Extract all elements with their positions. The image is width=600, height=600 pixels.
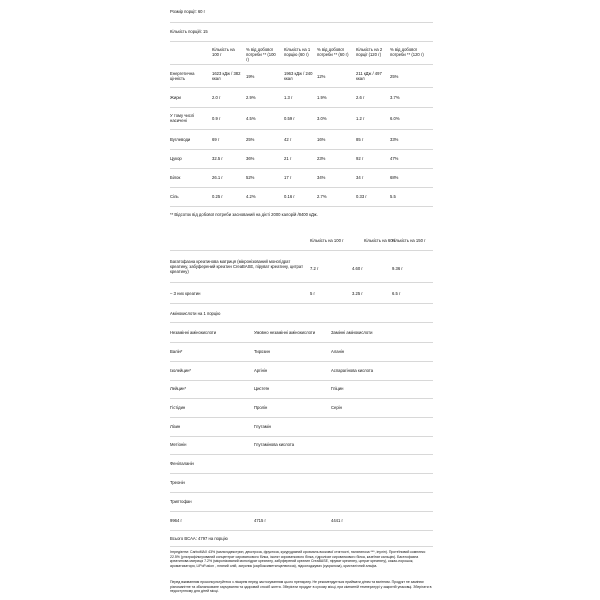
amino-total: 9964 г (170, 518, 183, 523)
amino-cell: Метіонін (170, 442, 187, 447)
nutrition-cell: 34% (317, 175, 326, 180)
nutrition-cell: 25% (390, 74, 399, 79)
nutrition-cell: 2.0 г (212, 95, 221, 100)
divider (170, 380, 433, 381)
nutrition-cell: 0.33 г (356, 194, 367, 199)
nutrition-cell: 4.5% (246, 116, 256, 121)
ingredients-text: Інгредієнти: CarboMAX 43% (мальтодекстрин, декстроза, фруктоза, кукурудзяний крохмаль воскової стиглості, палатиноза ***, інулін). Протеїновий комплекс 22.5% (ультрафільтрований концентрат сироваткового білка, ізолят сироваткового білка, гідролізат сироваткового білка, казеїнат кальцію). Багатофазна креатинова матриця 7.2% (мікронізований моногідрат креатину, забуферений креатин CreaBASE, піруват креатину, цитрат креатину), какао-порошок, ароматизатори, LiPoFusion , лляний олій, загусник (карбоксиметилцелюлоза), підсолоджувач (сукралоза), кристалічний альфа. (170, 550, 426, 568)
amino-total: 4715 г (254, 518, 267, 523)
nutrition-cell: 47% (390, 156, 399, 161)
amino-cell: Гістідин (170, 405, 186, 410)
nutrition-cell: 26.1 г (212, 175, 223, 180)
bcaa-total: Всього BCAA: 4797 на порцію (170, 536, 228, 541)
nutrition-cell: 0.25 г (212, 194, 223, 199)
divider (170, 473, 433, 474)
nutrition-cell: 21 г (284, 156, 292, 161)
nutrition-header-4: % від добової потреби ** (60 г) (317, 47, 349, 58)
divider (170, 129, 433, 130)
nutrition-cell: 2.7% (317, 194, 327, 199)
amino-cell: Цистеїн (254, 386, 270, 391)
creatine-header-1: Кількість на 100 г (310, 238, 344, 243)
nutrition-cell: 1.2 г (356, 116, 365, 121)
creatine-cell: 5 г (310, 291, 316, 296)
divider (170, 149, 433, 150)
nutrition-header-2: % від добової потреби ** (100 г) (246, 47, 276, 63)
nutrition-cell: 92 г (356, 156, 364, 161)
nutrition-cell: 2.6 г (356, 95, 365, 100)
amino-cell: Валін* (170, 349, 183, 354)
warnings-text: Перед вживанням проконсультуйтеся з лікарем перед застосуванням цього препарату. Не рекомендується приймати дітям та вагітним. Продукт не замінює різноманітне та збалансоване харчування та здоровий спосіб життя. Зберігати продукт в сухому місці, при кімнатній температурі у закритій упаковці. Зберігати в недоступному для дітей місці. (170, 580, 432, 594)
nutrition-cell: 2.9% (246, 95, 256, 100)
amino-cell: Аспарагінова кислота (331, 368, 374, 373)
divider (170, 342, 433, 343)
amino-header-2: Умовно незамінні амінокислоти (254, 330, 316, 335)
nutrition-cell: 19% (246, 74, 255, 79)
divider (170, 206, 433, 207)
nutrition-header-6: % від добової потреби ** (120 г) (390, 47, 424, 58)
nutrition-row-label: Жири (170, 95, 181, 100)
nutrition-cell: 1.9% (317, 95, 327, 100)
nutrition-cell: 34 г (356, 175, 364, 180)
divider (170, 417, 433, 418)
nutrition-row-label: Енергетична цінність (170, 71, 195, 82)
nutrition-cell: 16% (317, 137, 326, 142)
divider (170, 64, 433, 65)
nutrition-cell: 42 г (284, 137, 292, 142)
divider (170, 436, 433, 437)
creatine-row-label: Багатофазна креатинова матриця (мікронізований моногідрат креатину, забуферений креатин CreaBASE, піруват креатину, цитрат креатину) (170, 259, 304, 275)
divider (170, 168, 433, 169)
amino-cell: Треонін (170, 480, 185, 485)
divider (170, 22, 433, 23)
creatine-row-label: – З них креатин (170, 291, 201, 296)
amino-cell: Триптофан (170, 499, 192, 504)
creatine-cell: 7.2 г (310, 266, 319, 271)
nutrition-cell: 3.7% (390, 95, 400, 100)
divider (170, 282, 433, 283)
creatine-cell: 6.5 г (392, 291, 401, 296)
creatine-cell: 4.60 г (352, 266, 363, 271)
nutrition-cell: 3.0% (317, 116, 327, 121)
nutrition-cell: 36% (246, 156, 255, 161)
nutrition-row-label: Сіль (170, 194, 179, 199)
amino-cell: Лізин (170, 424, 181, 429)
nutrition-header-3: Кількість на 1 порцію (60 г) (284, 47, 311, 58)
divider (170, 322, 433, 323)
nutrition-cell: 85 г (356, 137, 364, 142)
divider (170, 41, 433, 42)
nutrition-cell: 211 кДж / 497 ккал (356, 71, 382, 82)
nutrition-cell: 68% (390, 175, 399, 180)
amino-cell: Глутамінова кислота (254, 442, 295, 447)
amino-cell: Аргінін (254, 368, 268, 373)
nutrition-cell: 5.5 (390, 194, 396, 199)
amino-header-3: Замінні амінокислоти (331, 330, 373, 335)
amino-cell: Лейцин* (170, 386, 187, 391)
divider (170, 546, 433, 547)
nutrition-row-label: Вуглеводи (170, 137, 191, 142)
nutrition-header-5: Кількість на 2 порції (120 г) (356, 47, 383, 58)
nutrition-cell: 12% (317, 74, 326, 79)
nutrition-cell: 32.5 г (212, 156, 223, 161)
creatine-header-2: Кількість на 60 г (364, 238, 396, 243)
nutrition-cell: 4.2% (246, 194, 256, 199)
nutrition-cell: 52% (246, 175, 255, 180)
nutrition-cell: 0.16 г (284, 194, 295, 199)
amino-title: Амінокислоти на 1 порцію (170, 311, 221, 316)
creatine-cell: 9.36 г (392, 266, 403, 271)
serving-size: Розмір порції: 60 г (170, 9, 206, 14)
nutrition-row-label: Цукор (170, 156, 182, 161)
nutrition-footnote: ** Відсоток від добової потреби заснований на дієті 2000 калорій /8400 кДж. (170, 212, 318, 217)
amino-cell: Тирозин (254, 349, 270, 354)
nutrition-cell: 6.0% (390, 116, 400, 121)
amino-total: 4441 г (331, 518, 344, 523)
nutrition-cell: 1623 кДж / 382 ккал (212, 71, 241, 82)
amino-cell: Глутамін (254, 424, 271, 429)
divider (170, 361, 433, 362)
amino-cell: Аланін (331, 349, 345, 354)
divider (170, 511, 433, 512)
nutrition-cell: 23% (317, 156, 326, 161)
nutrition-cell: 0.59 г (284, 116, 295, 121)
creatine-header-3: Кількість на 150 г (392, 238, 426, 243)
creatine-cell: 3.25 г (352, 291, 363, 296)
nutrition-cell: 69 г (212, 137, 220, 142)
nutrition-cell: 1.3 г (284, 95, 293, 100)
nutrition-cell: 17 г (284, 175, 292, 180)
amino-cell: Гліцин (331, 386, 344, 391)
nutrition-cell: 25% (246, 137, 255, 142)
divider (170, 107, 433, 108)
nutrition-row-label: Білок (170, 175, 181, 180)
amino-cell: Пролін (254, 405, 268, 410)
amino-cell: Фенілаланін (170, 461, 194, 466)
nutrition-header-1: Кількість на 100 г (212, 47, 235, 58)
nutrition-row-label: У тому числі насичені (170, 113, 195, 124)
nutrition-cell: 0.9 г (212, 116, 221, 121)
divider (170, 530, 433, 531)
divider (170, 187, 433, 188)
divider (170, 492, 433, 493)
amino-header-1: Незамінні амінокислоти (170, 330, 217, 335)
amino-cell: Серін (331, 405, 342, 410)
divider (170, 250, 433, 251)
nutrition-cell: 1963 кДж / 240 ккал (284, 71, 313, 82)
nutrition-cell: 33% (390, 137, 399, 142)
serving-count: Кількість порцій: 15 (170, 29, 208, 34)
amino-cell: Ізолейцин* (170, 368, 192, 373)
divider (170, 303, 433, 304)
divider (170, 87, 433, 88)
divider (170, 454, 433, 455)
divider (170, 398, 433, 399)
